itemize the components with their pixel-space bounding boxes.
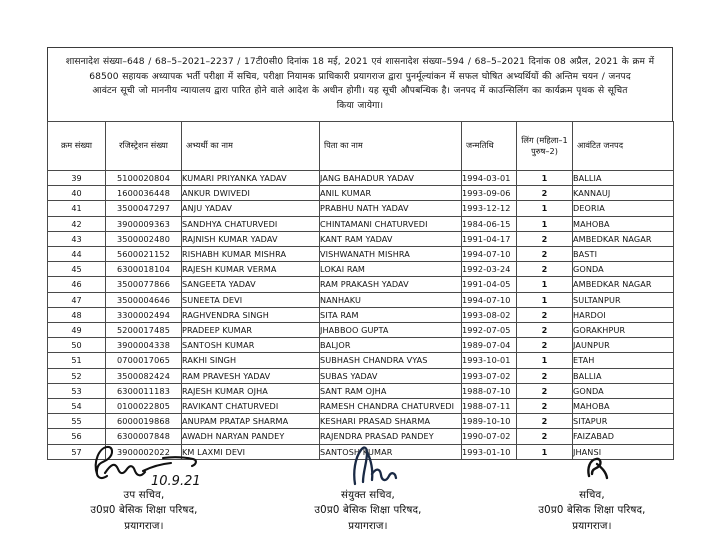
signature-title-joint-secretary: संयुक्त सचिव,: [341, 490, 395, 501]
cell-district: BALLIA: [573, 368, 674, 383]
cell-registration: 5600021152: [106, 247, 182, 262]
cell-serial: 39: [48, 171, 106, 186]
cell-candidate-name: PRADEEP KUMAR: [182, 323, 320, 338]
cell-gender: 2: [517, 323, 573, 338]
cell-registration: 3500077866: [106, 277, 182, 292]
notice-line-4: किया जायेगा।: [336, 101, 384, 112]
column-header-father-name: पिता का नाम: [320, 122, 462, 171]
signature-block-secretary: [481, 440, 703, 534]
cell-candidate-name: RAJESH KUMAR OJHA: [182, 383, 320, 398]
cell-dob: 1989-10-10: [462, 414, 517, 429]
cell-father-name: SANTOSH KUMAR: [320, 444, 462, 459]
cell-father-name: LOKAI RAM: [320, 262, 462, 277]
table-row: [48, 307, 674, 322]
cell-candidate-name: SANDHYA CHATURVEDI: [182, 216, 320, 231]
cell-registration: 6300018104: [106, 262, 182, 277]
signature-org-secretary: उ0प्र0 बेसिक शिक्षा परिषद,: [538, 505, 646, 517]
cell-registration: 3300002494: [106, 307, 182, 322]
cell-candidate-name: RAJNISH KUMAR YADAV: [182, 231, 320, 246]
cell-candidate-name: RAJESH KUMAR VERMA: [182, 262, 320, 277]
cell-serial: 44: [48, 247, 106, 262]
cell-district: AMBEDKAR NAGAR: [573, 277, 674, 292]
cell-serial: 41: [48, 201, 106, 216]
cell-candidate-name: ANUPAM PRATAP SHARMA: [182, 414, 320, 429]
cell-candidate-name: RISHABH KUMAR MISHRA: [182, 247, 320, 262]
cell-district: KANNAUJ: [573, 186, 674, 201]
cell-district: SULTANPUR: [573, 292, 674, 307]
table-header: [48, 122, 674, 171]
table-row: [48, 338, 674, 353]
cell-registration: 6300007848: [106, 429, 182, 444]
cell-dob: 1993-08-02: [462, 307, 517, 322]
cell-registration: 5100020804: [106, 171, 182, 186]
cell-registration: 6300011183: [106, 383, 182, 398]
cell-gender: 2: [517, 383, 573, 398]
cell-district: MAHOBA: [573, 216, 674, 231]
cell-dob: 1994-07-10: [462, 247, 517, 262]
cell-dob: 1988-07-10: [462, 383, 517, 398]
cell-father-name: SANT RAM OJHA: [320, 383, 462, 398]
notice-line-1: शासनादेश संख्या–648 / 68–5–2021–2237 / 17टी0सी0 दिनांक 18 मई, 2021 एवं शासनादेश संख्या–594 / 68–5–2021 दिनांक 08 अप्रैल, 2021 के क्रम में: [65, 57, 655, 67]
cell-candidate-name: AWADH NARYAN PANDEY: [182, 429, 320, 444]
cell-father-name: JANG BAHADUR YADAV: [320, 171, 462, 186]
cell-registration: 3500082424: [106, 368, 182, 383]
cell-gender: 2: [517, 262, 573, 277]
cell-gender: 1: [517, 353, 573, 368]
cell-father-name: SUBAS YADAV: [320, 368, 462, 383]
cell-dob: 1989-07-04: [462, 338, 517, 353]
cell-registration: 3500002480: [106, 231, 182, 246]
cell-registration: 0100022805: [106, 399, 182, 414]
cell-district: HARDOI: [573, 307, 674, 322]
table-body: [48, 171, 674, 460]
cell-district: AMBEDKAR NAGAR: [573, 231, 674, 246]
table-row: [48, 292, 674, 307]
cell-dob: 1988-07-11: [462, 399, 517, 414]
cell-father-name: SITA RAM: [320, 307, 462, 322]
cell-serial: 49: [48, 323, 106, 338]
table-row: [48, 186, 674, 201]
cell-district: JHANSI: [573, 444, 674, 459]
cell-registration: 5200017485: [106, 323, 182, 338]
table-row: [48, 277, 674, 292]
cell-gender: 1: [517, 444, 573, 459]
signature-caption-joint-secretary: [257, 488, 479, 534]
cell-registration: 6000019868: [106, 414, 182, 429]
signature-city-secretary: प्रयागराज।: [572, 520, 612, 532]
signature-org-deputy-secretary: उ0प्र0 बेसिक शिक्षा परिषद,: [90, 505, 198, 517]
cell-father-name: NANHAKU: [320, 292, 462, 307]
cell-serial: 40: [48, 186, 106, 201]
cell-candidate-name: RAGHVENDRA SINGH: [182, 307, 320, 322]
cell-candidate-name: KM LAXMI DEVI: [182, 444, 320, 459]
table-row: [48, 323, 674, 338]
candidate-allotment-table-wrapper: [47, 121, 673, 460]
cell-gender: 2: [517, 231, 573, 246]
signature-city-deputy-secretary: प्रयागराज।: [124, 520, 164, 532]
cell-serial: 48: [48, 307, 106, 322]
cell-district: JAUNPUR: [573, 338, 674, 353]
cell-dob: 1991-04-05: [462, 277, 517, 292]
table-row: [48, 231, 674, 246]
signature-block-joint-secretary: [257, 440, 479, 534]
signature-date-text: 10.9.21: [151, 474, 201, 488]
cell-serial: 50: [48, 338, 106, 353]
cell-district: SITAPUR: [573, 414, 674, 429]
cell-father-name: ANIL KUMAR: [320, 186, 462, 201]
table-header-row: [48, 122, 674, 171]
cell-registration: 3900009363: [106, 216, 182, 231]
signature-title-secretary: सचिव,: [579, 490, 605, 501]
cell-gender: 2: [517, 368, 573, 383]
cell-serial: 46: [48, 277, 106, 292]
cell-serial: 55: [48, 414, 106, 429]
cell-gender: 1: [517, 201, 573, 216]
cell-gender: 2: [517, 429, 573, 444]
table-row: [48, 216, 674, 231]
cell-district: BASTI: [573, 247, 674, 262]
cell-gender: 2: [517, 247, 573, 262]
cell-dob: 1994-07-10: [462, 292, 517, 307]
column-header-registration: रजिस्ट्रेशन संख्या: [106, 122, 182, 171]
cell-gender: 2: [517, 338, 573, 353]
cell-serial: 52: [48, 368, 106, 383]
cell-district: DEORIA: [573, 201, 674, 216]
signature-caption-secretary: [481, 488, 703, 534]
signature-city-joint-secretary: प्रयागराज।: [348, 520, 388, 532]
cell-registration: 0700017065: [106, 353, 182, 368]
cell-gender: 1: [517, 292, 573, 307]
signature-caption-deputy-secretary: [33, 488, 255, 534]
cell-dob: 1993-09-06: [462, 186, 517, 201]
candidate-allotment-table: [47, 121, 674, 460]
cell-father-name: VISHWANATH MISHRA: [320, 247, 462, 262]
cell-dob: 1992-07-05: [462, 323, 517, 338]
cell-father-name: SUBHASH CHANDRA VYAS: [320, 353, 462, 368]
cell-registration: 3500004646: [106, 292, 182, 307]
cell-district: FAIZABAD: [573, 429, 674, 444]
cell-registration: 1600036448: [106, 186, 182, 201]
cell-gender: 1: [517, 171, 573, 186]
cell-candidate-name: SUNEETA DEVI: [182, 292, 320, 307]
cell-serial: 56: [48, 429, 106, 444]
cell-dob: 1990-07-02: [462, 429, 517, 444]
column-header-dob: जन्मतिथि: [462, 122, 517, 171]
cell-gender: 1: [517, 216, 573, 231]
cell-serial: 57: [48, 444, 106, 459]
cell-gender: 2: [517, 399, 573, 414]
cell-district: MAHOBA: [573, 399, 674, 414]
cell-dob: 1993-07-02: [462, 368, 517, 383]
cell-serial: 53: [48, 383, 106, 398]
cell-candidate-name: RAM PRAVESH YADAV: [182, 368, 320, 383]
table-row: [48, 353, 674, 368]
cell-dob: 1994-03-01: [462, 171, 517, 186]
signature-mark-joint-secretary: [257, 440, 479, 488]
table-row: [48, 368, 674, 383]
table-row: [48, 262, 674, 277]
cell-serial: 47: [48, 292, 106, 307]
cell-serial: 42: [48, 216, 106, 231]
notice-line-3: आवंटन सूची जो माननीय न्यायालय द्वारा पारित होने वाले आदेश के अधीन होगी। यह सूची औपबन्धिक है। जनपद में काउन्सिलिंग का कार्यक्रम पृथक से सूचित: [92, 86, 628, 97]
cell-district: BALLIA: [573, 171, 674, 186]
cell-registration: 3900004338: [106, 338, 182, 353]
cell-father-name: KESHARI PRASAD SHARMA: [320, 414, 462, 429]
cell-father-name: JHABBOO GUPTA: [320, 323, 462, 338]
cell-candidate-name: RAVIKANT CHATURVEDI: [182, 399, 320, 414]
table-row: [48, 247, 674, 262]
cell-dob: 1993-01-10: [462, 444, 517, 459]
table-row: [48, 399, 674, 414]
cell-serial: 43: [48, 231, 106, 246]
cell-district: GONDA: [573, 262, 674, 277]
column-header-candidate-name: अभ्यर्थी का नाम: [182, 122, 320, 171]
cell-serial: 54: [48, 399, 106, 414]
cell-father-name: PRABHU NATH YADAV: [320, 201, 462, 216]
table-row: [48, 414, 674, 429]
signature-org-joint-secretary: उ0प्र0 बेसिक शिक्षा परिषद,: [314, 505, 422, 517]
signature-mark-secretary: [481, 440, 703, 488]
cell-father-name: KANT RAM YADAV: [320, 231, 462, 246]
cell-father-name: BALJOR: [320, 338, 462, 353]
cell-dob: 1993-10-01: [462, 353, 517, 368]
signature-title-deputy-secretary: उप सचिव,: [123, 490, 165, 501]
signature-row: [33, 440, 703, 534]
cell-father-name: RAMESH CHANDRA CHATURVEDI: [320, 399, 462, 414]
cell-father-name: RAM PRAKASH YADAV: [320, 277, 462, 292]
cell-candidate-name: SANTOSH KUMAR: [182, 338, 320, 353]
cell-father-name: CHINTAMANI CHATURVEDI: [320, 216, 462, 231]
cell-gender: 2: [517, 307, 573, 322]
cell-candidate-name: SANGEETA YADAV: [182, 277, 320, 292]
cell-serial: 45: [48, 262, 106, 277]
cell-registration: 3500047297: [106, 201, 182, 216]
notice-line-2: 68500 सहायक अध्यापक भर्ती परीक्षा में सचिव, परीक्षा नियामक प्राधिकारी प्रयागराज द्वारा पुनर्मूल्यांकन में सफल घोषित अभ्यर्थियों की अन्तिम चयन / जनपद: [89, 71, 631, 82]
signature-block-deputy-secretary: [33, 440, 255, 534]
column-header-district: आवंटित जनपद: [573, 122, 674, 171]
cell-dob: 1991-04-17: [462, 231, 517, 246]
table-row: [48, 171, 674, 186]
cell-district: GORAKHPUR: [573, 323, 674, 338]
signature-mark-deputy-secretary: [33, 440, 255, 488]
cell-district: GONDA: [573, 383, 674, 398]
cell-serial: 51: [48, 353, 106, 368]
cell-dob: 1993-12-12: [462, 201, 517, 216]
column-header-gender: लिंग (महिला–1 पुरुष–2): [517, 122, 573, 171]
cell-gender: 1: [517, 277, 573, 292]
cell-district: ETAH: [573, 353, 674, 368]
cell-candidate-name: RAKHI SINGH: [182, 353, 320, 368]
table-row: [48, 383, 674, 398]
cell-candidate-name: KUMARI PRIYANKA YADAV: [182, 171, 320, 186]
cell-candidate-name: ANKUR DWIVEDI: [182, 186, 320, 201]
cell-registration: 3900002022: [106, 444, 182, 459]
cell-father-name: RAJENDRA PRASAD PANDEY: [320, 429, 462, 444]
cell-gender: 2: [517, 414, 573, 429]
column-header-serial: क्रम संख्या: [48, 122, 106, 171]
cell-dob: 1992-03-24: [462, 262, 517, 277]
cell-dob: 1984-06-15: [462, 216, 517, 231]
notice-header-box: [47, 47, 673, 122]
cell-candidate-name: ANJU YADAV: [182, 201, 320, 216]
cell-gender: 2: [517, 186, 573, 201]
table-row: [48, 201, 674, 216]
